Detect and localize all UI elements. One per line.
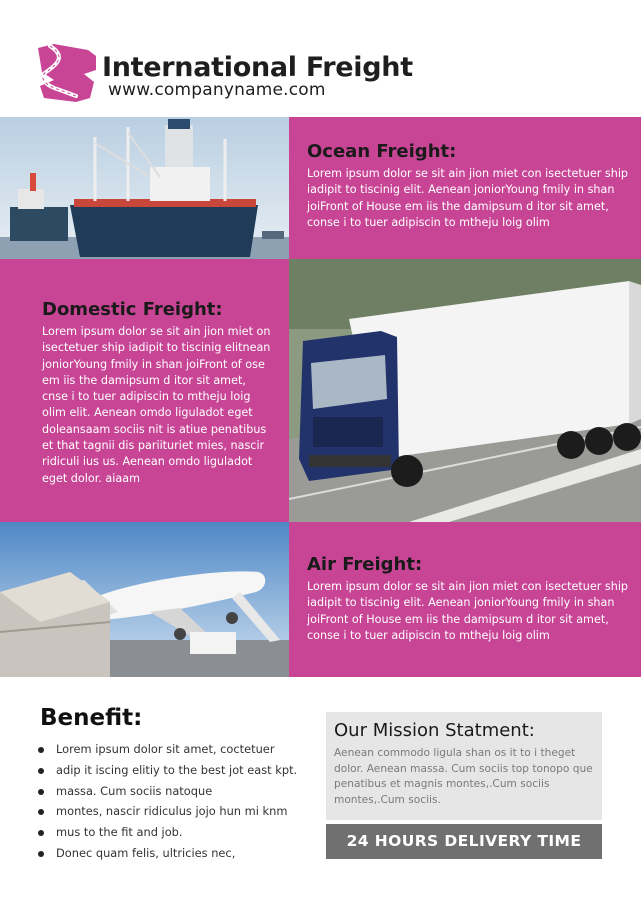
cargo-ship-photo: [0, 117, 289, 259]
benefit-item: Donec quam felis, ultricies nec,: [38, 843, 297, 864]
ocean-freight-body: Lorem ipsum dolor se sit ain jion miet con isectetuer ship iadipit to tiscinig elit. Aenean joniorYoung fmily in shan joiFront of House em iis the damipsum d itor sit amet, conse i to tuer adipiscin to mtheju loig olim: [307, 167, 629, 229]
airplane-cargo-photo: [0, 522, 289, 677]
domestic-freight-section: [0, 259, 289, 522]
delivery-time-banner: 24 HOURS DELIVERY TIME: [326, 824, 602, 859]
ocean-freight-title: Ocean Freight:: [307, 141, 457, 162]
benefit-item: montes, nascir ridiculus jojo hun mi knm: [38, 801, 297, 822]
benefit-item: Lorem ipsum dolor sit amet, coctetuer: [38, 739, 297, 760]
air-freight-title: Air Freight:: [307, 554, 423, 575]
road-logo-icon: [36, 42, 98, 104]
domestic-freight-body: Lorem ipsum dolor se sit ain jion miet on isectetuer ship iadipit to tiscinig elitnean joniorYoung fmily in shan joiFront of ose em iis the damipsum d itor sit amet, cnse i to tuer adipiscin to mtheju loig olim elit. Aenean omdo liguladot eget doleansaam sociis nit is atiue penatibus et that tagnii dis pariituriet mies, nascir ridiculi ius us. Aenean omdo liguladot eget dolor. aiaam: [42, 325, 271, 485]
benefit-title: Benefit:: [40, 705, 143, 731]
cargo-ship-icon: [0, 117, 289, 259]
benefit-list: [38, 739, 297, 864]
air-freight-body: Lorem ipsum dolor se sit ain jion miet con isectetuer ship iadipit to tiscinig elit. Aenean joniorYoung fmily in shan joiFront of House em iis the damipsum d itor sit amet, conse i to tuer adipiscin to mtheju loig olim: [307, 580, 629, 642]
benefit-item: mus to the fit and job.: [38, 822, 297, 843]
domestic-freight-title: Domestic Freight:: [42, 299, 223, 320]
delivery-truck-photo: [289, 259, 641, 522]
company-name: International Freight: [102, 52, 413, 83]
mission-statement-box: [326, 712, 602, 820]
truck-icon: [289, 259, 641, 522]
page-header: [0, 0, 641, 117]
air-freight-section: [289, 522, 641, 677]
mission-body: Aenean commodo ligula shan os it to i theget dolor. Aenean massa. Cum sociis top tonopo que penatibus et magnis montes,.Cum sociis montes,.Cum sociis.: [334, 747, 593, 806]
ocean-freight-section: [289, 117, 641, 259]
benefit-item: adip it iscing elitiy to the best jot east kpt.: [38, 760, 297, 781]
airplane-icon: [0, 522, 289, 677]
benefit-item: massa. Cum sociis natoque: [38, 781, 297, 802]
mission-title: Our Mission Statment:: [334, 720, 535, 741]
company-website: www.companyname.com: [108, 80, 326, 100]
